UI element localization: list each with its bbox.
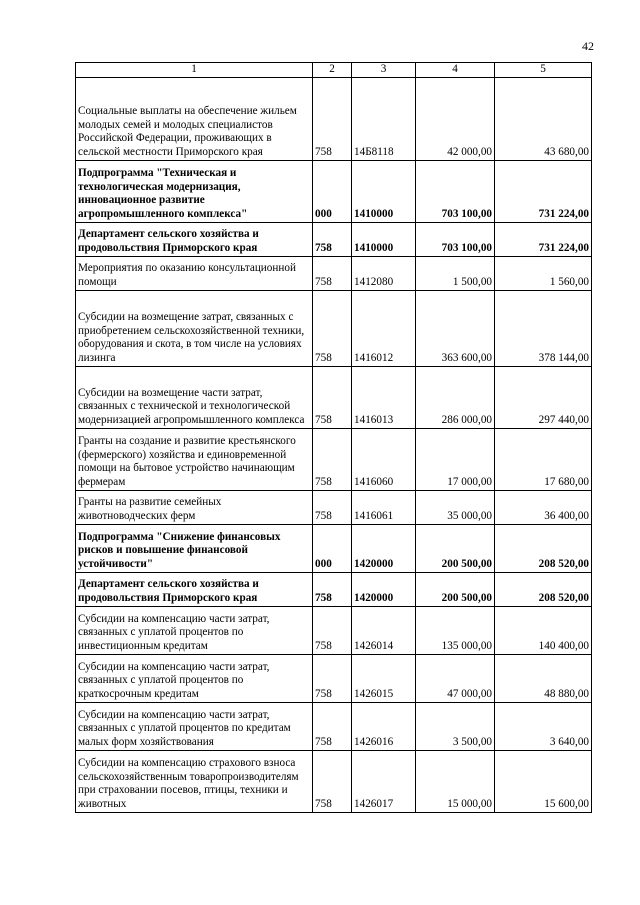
row-sum-year1-cell: 703 100,00 [416,161,495,223]
row-name-cell: Субсидии на компенсацию страхового взноса сельскохозяйственным товаропроизводителям при страховании посевов, птицы, техники и животных [76,751,313,813]
row-sum-year2-cell: 48 880,00 [495,655,592,703]
row-code-cell: 758 [313,573,352,607]
row-code-cell: 758 [313,655,352,703]
row-csr-cell: 1416060 [352,429,416,491]
row-code-cell: 758 [313,429,352,491]
row-sum-year2-cell: 140 400,00 [495,607,592,655]
row-sum-year1-cell: 35 000,00 [416,491,495,525]
budget-table [75,62,592,813]
row-sum-year2-cell: 731 224,00 [495,161,592,223]
header-cell: 4 [416,63,495,78]
row-sum-year2-cell: 1 560,00 [495,257,592,291]
row-csr-cell: 1426017 [352,751,416,813]
row-csr-cell: 1426016 [352,703,416,751]
row-sum-year1-cell: 42 000,00 [416,78,495,161]
header-cell: 3 [352,63,416,78]
row-csr-cell: 1416013 [352,367,416,429]
table-row [76,161,592,223]
row-csr-cell: 1416012 [352,291,416,367]
row-name-cell: Департамент сельского хозяйства и продовольствия Приморского края [76,223,313,257]
row-csr-cell: 1412080 [352,257,416,291]
row-sum-year2-cell: 17 680,00 [495,429,592,491]
table-row [76,257,592,291]
row-sum-year2-cell: 3 640,00 [495,703,592,751]
header-cell: 5 [495,63,592,78]
row-name-cell: Субсидии на компенсацию части затрат, связанных с уплатой процентов по краткосрочным кредитам [76,655,313,703]
row-csr-cell: 1420000 [352,525,416,573]
row-name-cell: Подпрограмма "Техническая и технологическая модернизация, инновационное развитие агропромышленного комплекса" [76,161,313,223]
table-row [76,491,592,525]
row-sum-year1-cell: 363 600,00 [416,291,495,367]
row-sum-year2-cell: 36 400,00 [495,491,592,525]
table-row [76,525,592,573]
row-code-cell: 758 [313,257,352,291]
row-name-cell: Департамент сельского хозяйства и продовольствия Приморского края [76,573,313,607]
row-name-cell: Подпрограмма "Снижение финансовых рисков и повышение финансовой устойчивости" [76,525,313,573]
row-code-cell: 758 [313,751,352,813]
row-sum-year1-cell: 200 500,00 [416,573,495,607]
row-sum-year2-cell: 378 144,00 [495,291,592,367]
row-name-cell: Мероприятия по оказанию консультационной помощи [76,257,313,291]
row-sum-year1-cell: 3 500,00 [416,703,495,751]
page-number: 42 [582,39,594,53]
table-header-row [76,63,592,78]
table-row [76,573,592,607]
row-csr-cell: 1420000 [352,573,416,607]
row-name-cell: Гранты на развитие семейных животноводческих ферм [76,491,313,525]
row-sum-year2-cell: 208 520,00 [495,573,592,607]
row-csr-cell: 1416061 [352,491,416,525]
table-row [76,367,592,429]
row-code-cell: 758 [313,491,352,525]
header-cell: 1 [76,63,313,78]
row-name-cell: Субсидии на компенсацию части затрат, связанных с уплатой процентов по кредитам малых форм хозяйствования [76,703,313,751]
row-sum-year1-cell: 286 000,00 [416,367,495,429]
row-code-cell: 758 [313,607,352,655]
row-sum-year1-cell: 703 100,00 [416,223,495,257]
row-code-cell: 758 [313,703,352,751]
row-code-cell: 000 [313,525,352,573]
table-row [76,78,592,161]
row-code-cell: 000 [313,161,352,223]
row-code-cell: 758 [313,367,352,429]
row-name-cell: Субсидии на возмещение затрат, связанных с приобретением сельскохозяйственной техники, оборудования и скота, в том числе на условиях лизинга [76,291,313,367]
row-sum-year1-cell: 17 000,00 [416,429,495,491]
table-row [76,607,592,655]
row-sum-year1-cell: 1 500,00 [416,257,495,291]
row-name-cell: Социальные выплаты на обеспечение жильем молодых семей и молодых специалистов Российской Федерации, проживающих в сельской местности Приморского края [76,78,313,161]
row-sum-year2-cell: 15 600,00 [495,751,592,813]
table-row [76,655,592,703]
row-sum-year2-cell: 731 224,00 [495,223,592,257]
row-csr-cell: 1426014 [352,607,416,655]
row-csr-cell: 1410000 [352,161,416,223]
row-code-cell: 758 [313,223,352,257]
row-csr-cell: 14Б8118 [352,78,416,161]
row-sum-year1-cell: 15 000,00 [416,751,495,813]
table-row [76,223,592,257]
row-sum-year1-cell: 135 000,00 [416,607,495,655]
row-sum-year2-cell: 208 520,00 [495,525,592,573]
row-sum-year1-cell: 47 000,00 [416,655,495,703]
row-code-cell: 758 [313,291,352,367]
row-name-cell: Гранты на создание и развитие крестьянского (фермерского) хозяйства и единовременной помощи на бытовое устройство начинающим фермерам [76,429,313,491]
row-name-cell: Субсидии на компенсацию части затрат, связанных с уплатой процентов по инвестиционным кредитам [76,607,313,655]
table-row [76,291,592,367]
table-row [76,429,592,491]
row-sum-year2-cell: 297 440,00 [495,367,592,429]
table-row [76,751,592,813]
row-name-cell: Субсидии на возмещение части затрат, связанных с технической и технологической модернизацией агропромышленного комплекса [76,367,313,429]
row-sum-year2-cell: 43 680,00 [495,78,592,161]
row-csr-cell: 1426015 [352,655,416,703]
header-cell: 2 [313,63,352,78]
row-code-cell: 758 [313,78,352,161]
row-sum-year1-cell: 200 500,00 [416,525,495,573]
row-csr-cell: 1410000 [352,223,416,257]
table-row [76,703,592,751]
